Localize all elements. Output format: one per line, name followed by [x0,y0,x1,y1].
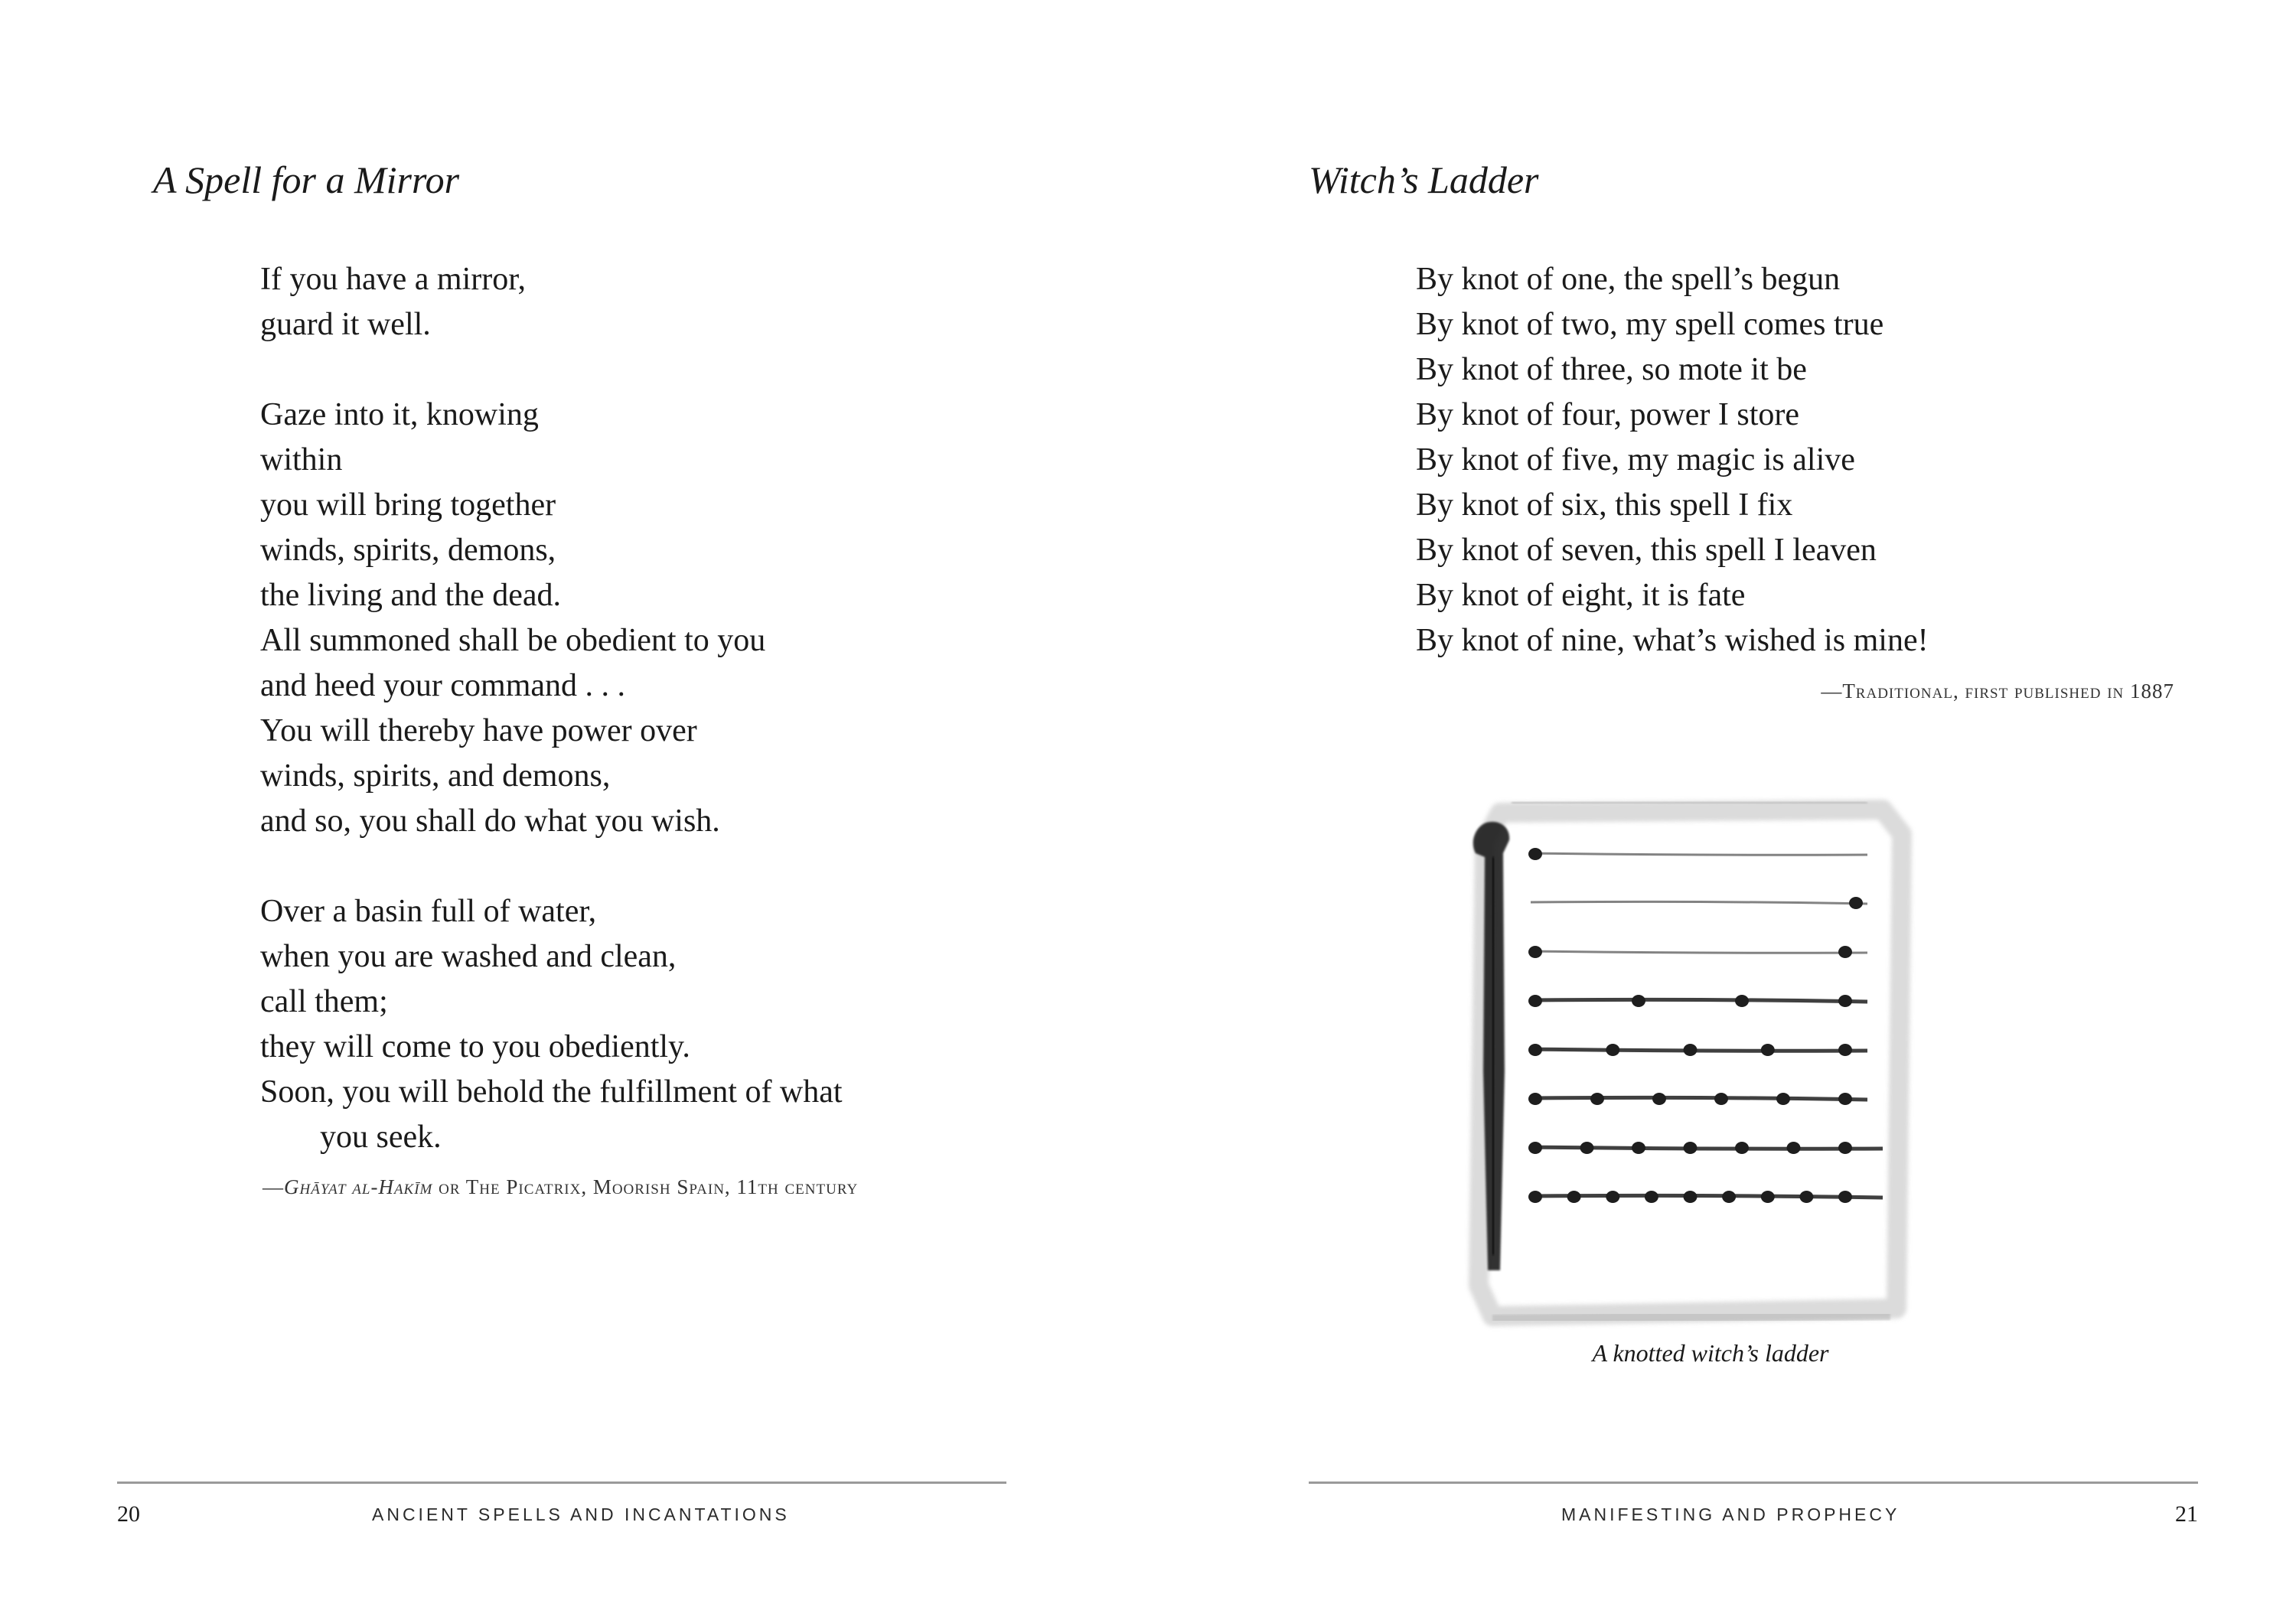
poem-line: Soon, you will behold the fulfillment of what [260,1074,843,1110]
poem-line: By knot of nine, what’s wished is mine! [1416,623,1929,658]
ladder-knot [1684,1044,1698,1056]
ladder-string [1531,853,1867,855]
witchs-ladder-illustration [1439,781,1982,1332]
ladder-knot [1684,1142,1698,1154]
ladder-knot [1632,995,1645,1007]
poem-line: when you are washed and clean, [260,939,677,974]
poem-line: winds, spirits, demons, [260,533,556,568]
ladder-knot [1735,995,1749,1007]
poem-line: By knot of three, so mote it be [1416,352,1807,387]
ladder-knot [1838,1142,1852,1154]
poem-line: guard it well. [260,307,431,342]
footer-rule [117,1482,1006,1484]
ladder-knot [1849,897,1863,909]
ladder-knot [1528,946,1542,958]
left-page-title: A Spell for a Mirror [153,158,460,201]
poem-line: the living and the dead. [260,578,562,613]
ladder-knot [1761,1191,1775,1203]
poem-line: they will come to you obediently. [260,1029,690,1064]
ladder-knot [1528,848,1542,860]
ladder-knot [1606,1044,1619,1056]
poem-line: and so, you shall do what you wish. [260,804,720,839]
ladder-knot [1838,995,1852,1007]
ladder-knot [1528,995,1542,1007]
ladder-knot [1838,1093,1852,1105]
ladder-strings [1528,848,1883,1203]
mirror-stanza-2 [260,393,843,844]
page-number: 20 [117,1501,140,1527]
ladder-knot [1838,946,1852,958]
attribution-dash: — [263,1175,284,1198]
ladder-string [1531,999,1867,1002]
ladder-knot [1714,1093,1728,1105]
poem-line-continuation: you seek. [320,1120,442,1155]
right-page [1148,0,2296,1607]
ladder-knot [1606,1191,1619,1203]
poem-line: All summoned shall be obedient to you [260,623,766,658]
ladder-string [1531,901,1867,904]
ladder-knot [1761,1044,1775,1056]
ladder-stanza [1416,257,1929,663]
poem-line: call them; [260,984,388,1019]
poem-line: Gaze into it, knowing [260,397,539,432]
ladder-knot [1838,1191,1852,1203]
right-page-title: Witch’s Ladder [1309,158,1539,201]
attribution-source-title: Ghāyat al-Hakīm [284,1175,433,1198]
poem-line: By knot of six, this spell I fix [1416,487,1793,523]
ladder-knot [1528,1191,1542,1203]
running-head: MANIFESTING AND PROPHECY [1561,1504,1900,1524]
poem-line: You will thereby have power over [260,713,697,748]
illustration-caption: A knotted witch’s ladder [1592,1339,1829,1367]
ladder-knot [1632,1142,1645,1154]
poem-line: By knot of eight, it is fate [1416,578,1746,613]
poem-line: By knot of two, my spell comes true [1416,307,1884,342]
mirror-stanza-1 [260,257,843,347]
ladder-knot [1787,1142,1801,1154]
poem-line: Over a basin full of water, [260,894,597,929]
attribution-source-details: or The Picatrix, Moorish Spain, 11th century [432,1175,859,1198]
poem-line: within [260,442,343,478]
running-head: ANCIENT SPELLS AND INCANTATIONS [372,1504,790,1524]
ladder-frame [1473,802,1902,1320]
poem-line: If you have a mirror, [260,262,527,297]
ladder-knot [1838,1044,1852,1056]
ladder-knot [1528,1093,1542,1105]
footer-rule [1309,1482,2198,1484]
ladder-knot [1567,1191,1581,1203]
mirror-spell-poem [260,257,843,1160]
ladder-knot [1590,1093,1604,1105]
ladder-knot [1528,1142,1542,1154]
poem-line: By knot of seven, this spell I leaven [1416,533,1877,568]
poem-line: By knot of five, my magic is alive [1416,442,1855,478]
poem-line: By knot of four, power I store [1416,397,1800,432]
ladder-knot [1735,1142,1749,1154]
ladder-string [1531,1049,1867,1051]
ladder-knot [1799,1191,1813,1203]
witchs-ladder-attribution: —Traditional, first published in 1887 [1821,680,2174,702]
ladder-knot [1722,1191,1736,1203]
page-number: 21 [2175,1501,2198,1527]
poem-line: winds, spirits, and demons, [260,758,611,794]
poem-line: By knot of one, the spell’s begun [1416,262,1841,297]
poem-line: you will bring together [260,487,556,523]
mirror-spell-attribution [263,1175,858,1199]
mirror-stanza-3 [260,889,843,1160]
ladder-string [1531,1195,1883,1198]
ladder-string [1531,951,1867,953]
poem-line: and heed your command . . . [260,668,626,703]
ladder-knot [1580,1142,1594,1154]
witchs-ladder-poem [1416,257,1929,663]
ladder-knot [1528,1044,1542,1056]
ladder-knot [1776,1093,1790,1105]
ladder-knot [1652,1093,1666,1105]
ladder-knot [1645,1191,1658,1203]
ladder-knot [1684,1191,1698,1203]
ladder-string [1531,1097,1867,1100]
